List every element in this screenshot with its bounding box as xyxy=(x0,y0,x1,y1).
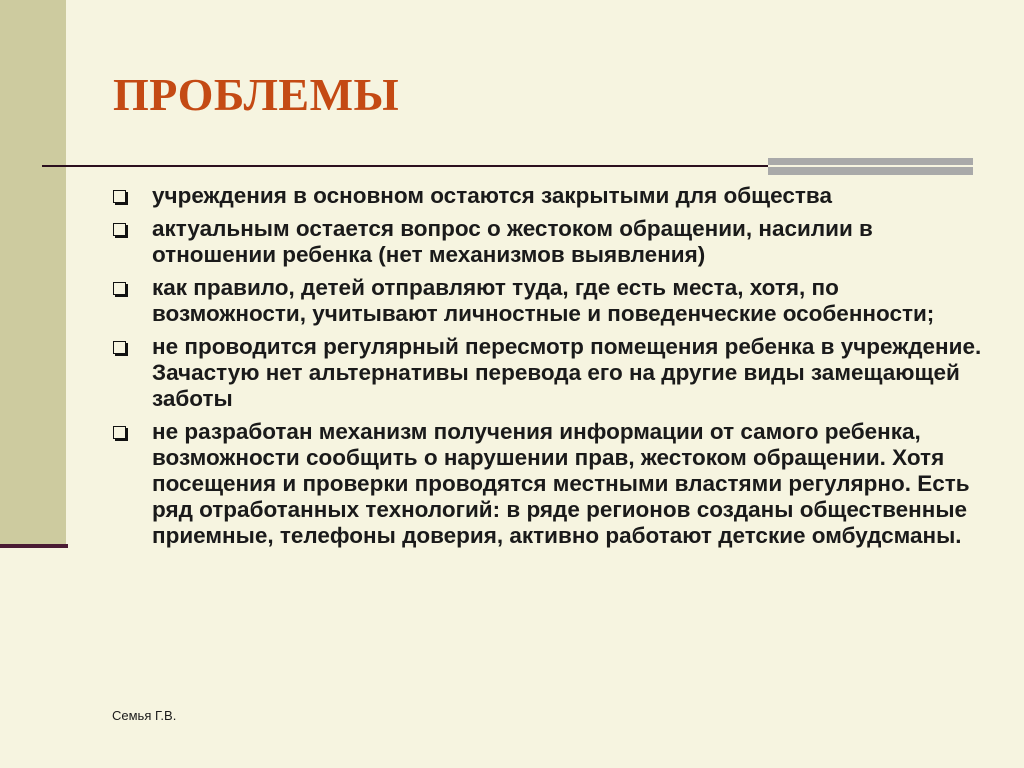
left-decorative-bar xyxy=(0,0,66,544)
list-item xyxy=(111,419,991,549)
title-rule xyxy=(42,165,768,167)
bullet-text: как правило, детей отправляют туда, где есть места, хотя, по возможности, учитывают личностные и поведенческие особенности; xyxy=(152,275,935,326)
bullet-text: учреждения в основном остаются закрытыми для общества xyxy=(152,183,832,208)
list-item xyxy=(111,275,991,327)
square-bullet-icon xyxy=(113,282,126,295)
bullet-list xyxy=(111,183,991,556)
title-rule-accent xyxy=(768,158,973,175)
square-bullet-icon xyxy=(113,341,126,354)
list-item xyxy=(111,334,991,412)
bullet-text: не проводится регулярный пересмотр помещения ребенка в учреждение. Зачастую нет альтернативы перевода его на другие виды замещающей заботы xyxy=(152,334,982,411)
footer-author: Семья Г.В. xyxy=(112,708,177,723)
square-bullet-icon xyxy=(113,190,126,203)
bullet-text: не разработан механизм получения информации от самого ребенка, возможности сообщить о нарушении прав, жестоком обращении. Хотя посещения и проверки проводятся местными властями регулярно. Есть ряд отработанных технологий: в ряде регионов созданы общественные приемные, телефоны доверия, активно работают детские омбудсманы. xyxy=(152,419,970,548)
slide-title: ПРОБЛЕМЫ xyxy=(113,69,400,120)
list-item xyxy=(111,216,991,268)
square-bullet-icon xyxy=(113,426,126,439)
list-item xyxy=(111,183,991,209)
bullet-text: актуальным остается вопрос о жестоком обращении, насилии в отношении ребенка (нет механизмов выявления) xyxy=(152,216,873,267)
square-bullet-icon xyxy=(113,223,126,236)
left-bar-divider xyxy=(0,544,68,548)
